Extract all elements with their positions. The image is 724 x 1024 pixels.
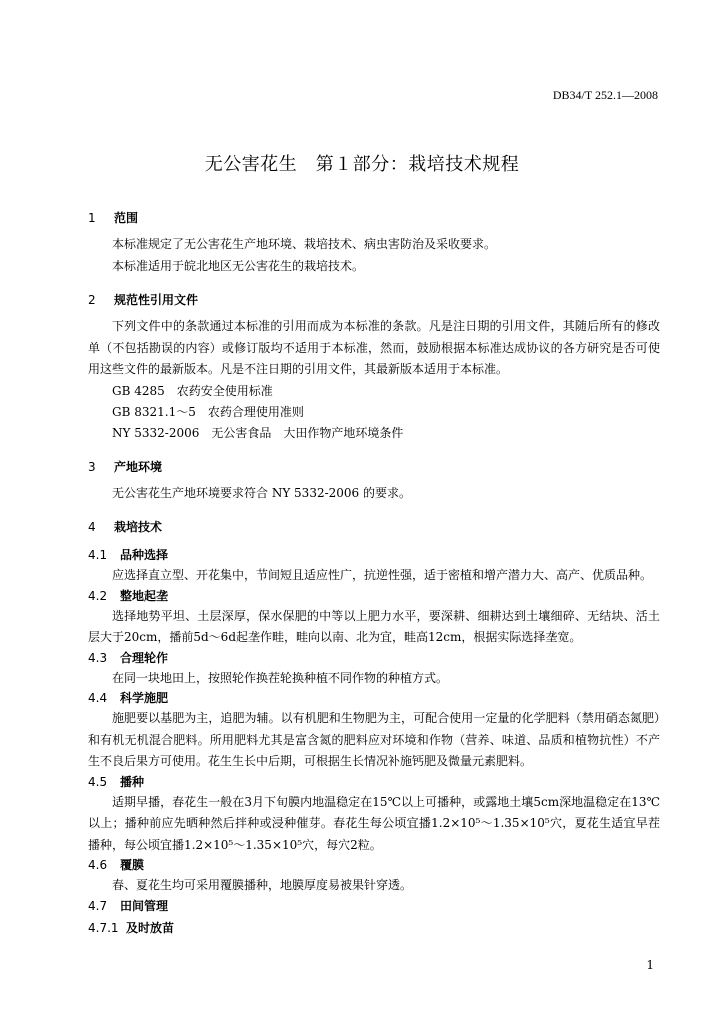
subsection-4-2-paragraph: 选择地势平坦、土层深厚，保水保肥的中等以上肥力水平，要深耕、细耕达到土壤细碎、无结块、活土层大于20cm，播前5d～6d起垄作畦，畦向以南、北为宜，畦高12cm，根据实际选择垄宽。	[88, 608, 660, 644]
subsection-4-1-paragraph: 应选择直立型、开花集中，节间短且适应性广，抗逆性强，适于密植和增产潜力大、高产、优质品种。	[112, 568, 653, 582]
section-1-paragraph: 本标准适用于皖北地区无公害花生的栽培技术。	[112, 258, 365, 273]
subsection-heading-4-2: 4.2 整地起垄	[88, 588, 169, 603]
section-2-paragraph: 下列文件中的条款通过本标准的引用而成为本标准的条款。凡是注日期的引用文件，其随后所有的修改单（不包括勘误的内容）或修订版均不适用于本标准，然而，鼓励根据本标准达成协议的各方研究是否可使用这些文件的最新版本。凡是不注日期的引用文件，其最新版本适用于本标准。	[88, 319, 660, 376]
subsection-4-3-paragraph: 在同一块地田上，按照轮作换茬轮换种植不同作物的种植方式。	[112, 670, 449, 685]
section-heading-4: 4 栽培技术	[88, 520, 163, 534]
subsection-4-6-paragraph: 春、夏花生均可采用覆膜播种，地膜厚度易被果针穿透。	[112, 878, 413, 892]
document-body	[88, 208, 660, 938]
section-1-paragraph: 本标准规定了无公害花生产地环境、栽培技术、病虫害防治及采收要求。	[112, 237, 497, 251]
subsection-heading-4-3: 4.3 合理轮作	[88, 650, 169, 665]
subsection-heading-4-1: 4.1 品种选择	[88, 548, 169, 562]
section-heading-1: 1 范围	[88, 211, 139, 225]
section-3-paragraph: 无公害花生产地环境要求符合 NY 5332-2006 的要求。	[112, 485, 411, 500]
subsection-heading-4-6: 4.6 覆膜	[88, 858, 145, 872]
reference-item: GB 8321.1～5 农药合理使用准则	[112, 404, 304, 419]
reference-item: NY 5332-2006 无公害食品 大田作物产地环境条件	[112, 425, 404, 440]
subsection-heading-4-4: 4.4 科学施肥	[88, 691, 169, 705]
subsection-4-5-paragraph: 适期早播，春花生一般在3月下旬膜内地温稳定在15℃以上可播种，或露地土壤5cm深地温稳定在13℃以上；播种前应先晒种然后拌种或浸种催芽。春花生每公顷宜播1.2×10⁵～1.35×10⁵穴，夏花生适宜早茬播种，每公顷宜播1.2×10⁵～1.35×10⁵穴，每穴2粒。	[88, 794, 660, 852]
subsection-heading-4-5: 4.5 播种	[88, 774, 145, 789]
document-title: 无公害花生 第１部分：栽培技术规程	[204, 154, 520, 175]
page-number: 1	[646, 958, 654, 972]
subsection-4-4-paragraph: 施肥要以基肥为主，追肥为辅。以有机肥和生物肥为主，可配合使用一定量的化学肥料（禁用硝态氮肥）和有机无机混合肥料。所用肥料尤其是富含氮的肥料应对环境和作物（营养、味道、品质和植物抗性）不产生不良后果方可使用。花生生长中后期，可根据生长情况补施钙肥及微量元素肥料。	[88, 711, 660, 768]
section-heading-2: 2 规范性引用文件	[88, 293, 199, 307]
subsection-heading-4-7-1: 4.7.1 及时放苗	[88, 920, 175, 935]
reference-item: GB 4285 农药安全使用标准	[112, 383, 273, 398]
subsection-heading-4-7: 4.7 田间管理	[88, 898, 169, 913]
standard-code: DB34/T 252.1—2008	[552, 88, 658, 102]
section-heading-3: 3 产地环境	[88, 459, 163, 474]
